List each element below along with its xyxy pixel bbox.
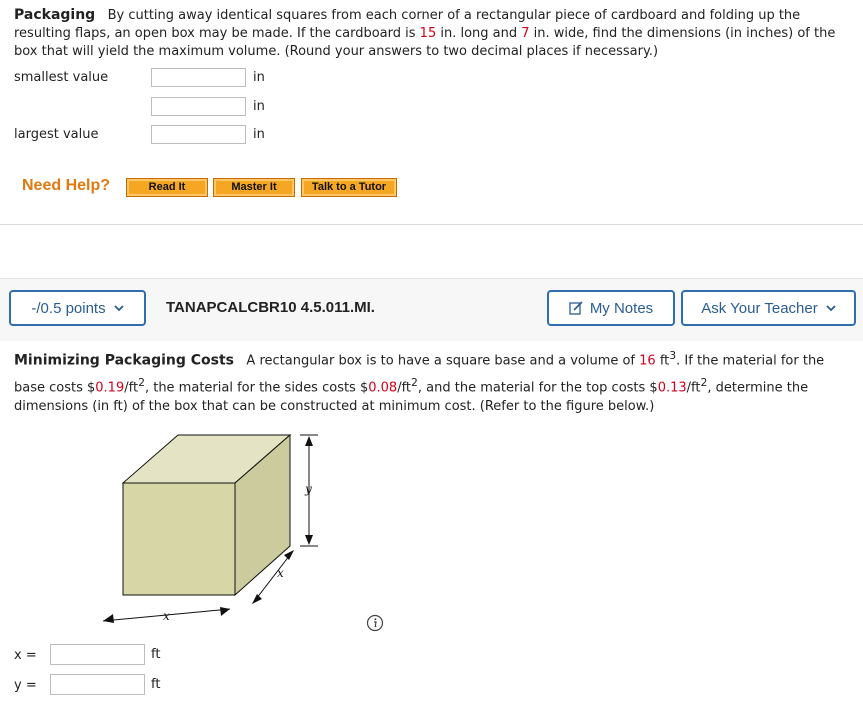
points-label: -/0.5 points [31,299,106,317]
x-answer-input[interactable] [50,644,145,665]
unit-label: ft [151,647,161,662]
superscript: 2 [138,376,145,390]
master-it-button[interactable]: Master It [213,178,295,197]
question-title: Packaging [14,7,96,23]
largest-value-input[interactable] [151,125,246,144]
question-line: /ft [124,380,139,396]
question-line: , the material for the sides costs $ [144,380,369,396]
chevron-down-icon [114,303,124,313]
question-line: dimensions (in ft) of the box that can be constructed at minimum cost. (Refer to the figure below.) [14,398,655,414]
question-line: A rectangular box is to have a square base and a volume of [246,353,640,369]
smallest-value-label: smallest value [14,70,109,85]
packaging-question-text [14,6,854,61]
y-dimension-label: y [305,482,312,496]
question-code: TANAPCALCBR10 4.5.011.MI. [166,299,375,316]
chevron-down-icon [826,303,836,313]
question-line: By cutting away identical squares from each corner of a rectangular piece of cardboard and folding up the [107,8,801,23]
ask-teacher-label: Ask Your Teacher [701,299,818,317]
unit-label: in [253,127,265,142]
cardboard-length: 15 [419,26,437,41]
unit-label: in [253,99,265,114]
superscript: 2 [411,376,418,390]
depth-dimension-label: x [277,566,284,580]
question-line: /ft [397,380,412,396]
info-icon[interactable] [366,614,384,632]
ask-your-teacher-button[interactable] [681,290,856,326]
middle-value-input[interactable] [151,97,246,116]
need-help-label: Need Help? [22,177,111,194]
largest-value-label: largest value [14,127,99,142]
note-edit-icon [569,301,583,315]
section-divider [0,224,863,225]
side-cost: 0.08 [368,380,398,396]
question-line: ft [655,353,670,369]
question-line: in. wide, find the dimensions (in inches) of the [529,26,836,41]
my-notes-label: My Notes [589,299,654,317]
minimizing-question-text [14,347,859,416]
question-line: base costs $ [14,380,96,396]
question-line: in. long and [436,26,522,41]
superscript: 2 [700,376,708,390]
question-line: resulting flaps, an open box may be made. If the cardboard is [14,26,420,41]
box-figure [95,425,335,630]
question-line: , and the material for the top costs $ [417,380,658,396]
question-title: Minimizing Packaging Costs [14,352,235,369]
question-line: /ft [686,380,701,396]
volume-value: 16 [639,353,656,369]
unit-label: ft [151,677,161,692]
talk-to-tutor-button[interactable]: Talk to a Tutor [301,178,397,197]
my-notes-button[interactable] [547,290,675,326]
read-it-button[interactable]: Read It [126,178,208,197]
cardboard-width: 7 [521,26,530,41]
question-line: . If the material for the [676,353,825,369]
superscript: 3 [669,349,677,362]
top-cost: 0.13 [657,380,687,396]
unit-label: in [253,70,265,85]
y-answer-input[interactable] [50,674,145,695]
y-answer-label: y = [14,678,37,693]
question-line: , determine the [707,380,809,396]
question-line: box that will yield the maximum volume. (Round your answers to two decimal places if necessary.) [14,44,659,59]
x-answer-label: x = [14,648,37,663]
points-dropdown[interactable] [9,290,146,326]
width-dimension-label: x [163,609,170,623]
base-cost: 0.19 [95,380,125,396]
smallest-value-input[interactable] [151,68,246,87]
